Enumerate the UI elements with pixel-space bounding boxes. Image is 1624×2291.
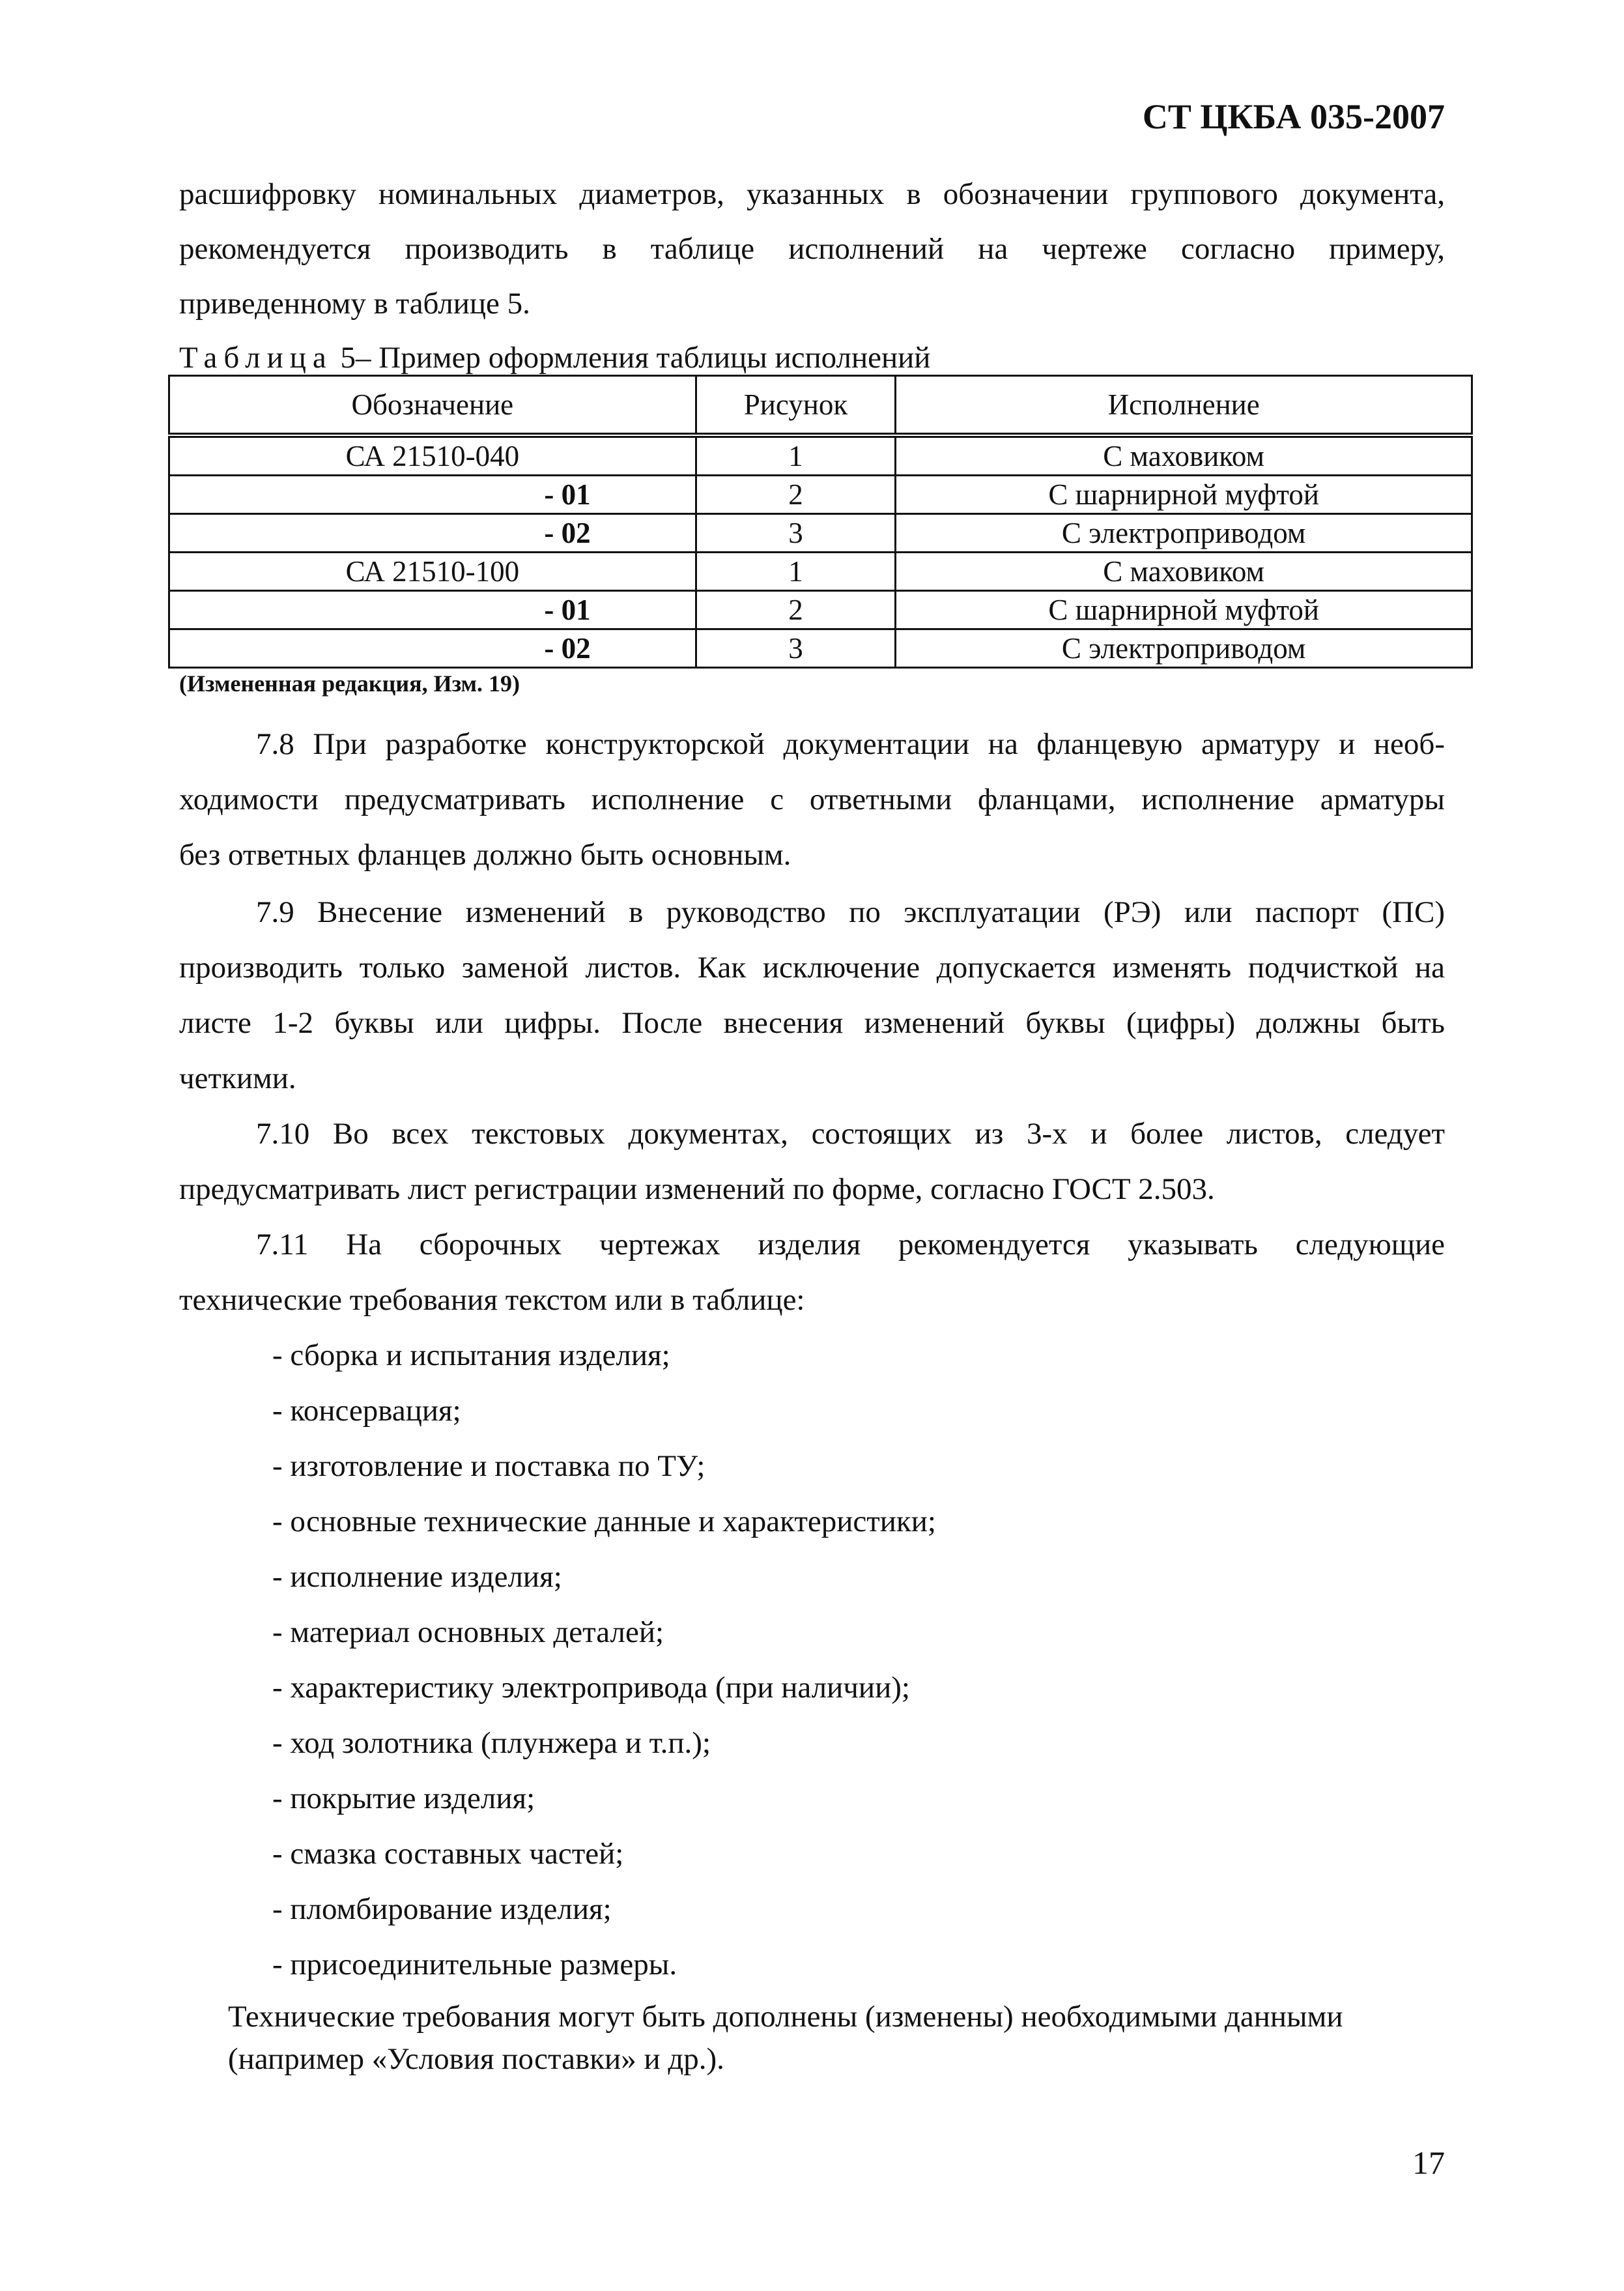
- cell-version: С маховиком: [896, 553, 1472, 591]
- cell-designation: - 01: [169, 476, 696, 514]
- p79-line-1: 7.9 Внесение изменений в руководство по эксплуатации (РЭ) или паспорт (ПС): [256, 895, 1445, 929]
- cell-figure: 2: [696, 476, 896, 514]
- column-header-version: Исполнение: [896, 376, 1472, 436]
- column-header-designation: Обозначение: [169, 376, 696, 436]
- page-number: 17: [1412, 2144, 1445, 2181]
- p711-line-1: 7.11 На сборочных чертежах изделия рекомендуется указывать следующие: [256, 1228, 1445, 1261]
- cell-designation: - 02: [169, 629, 696, 668]
- table-row: [169, 629, 1472, 668]
- list-item: - сборка и испытания изделия;: [272, 1338, 670, 1372]
- list-item: - характеристику электропривода (при наличии);: [272, 1671, 910, 1705]
- list-item: - основные технические данные и характеристики;: [272, 1505, 936, 1538]
- list-item: - консервация;: [272, 1394, 461, 1428]
- cell-designation: - 02: [169, 514, 696, 553]
- intro-line-2: рекомендуется производить в таблице исполнений на чертеже согласно примеру,: [179, 232, 1445, 266]
- list-item: - покрытие изделия;: [272, 1781, 535, 1815]
- list-item: - пломбирование изделия;: [272, 1892, 612, 1926]
- p711-line-2: технические требования текстом или в таблице:: [179, 1283, 805, 1317]
- p78-line-3: без ответных фланцев должно быть основным.: [179, 838, 791, 872]
- closing-line-1: Технические требования могут быть дополнены (изменены) необходимыми данными: [228, 2000, 1343, 2034]
- cell-figure: 3: [696, 514, 896, 553]
- table-caption-text: 5– Пример оформления таблицы исполнений: [332, 341, 931, 375]
- list-item: - присоединительные размеры.: [272, 1948, 677, 1981]
- table-caption-word: Таблица: [179, 341, 333, 375]
- p78-line-2: ходимости предусматривать исполнение с ответными фланцами, исполнение арматуры: [179, 783, 1445, 816]
- cell-designation: СА 21510-100: [169, 553, 696, 591]
- table-row: [169, 553, 1472, 591]
- cell-version: С шарнирной муфтой: [896, 476, 1472, 514]
- cell-designation: СА 21510-040: [169, 435, 696, 476]
- p79-line-2: производить только заменой листов. Как исключение допускается изменять подчисткой на: [179, 951, 1445, 985]
- table-caption: [179, 340, 930, 375]
- p78-line-1: 7.8 При разработке конструкторской документации на фланцевую арматуру и необ-: [256, 727, 1445, 761]
- table-row: [169, 476, 1472, 514]
- list-item: - материал основных деталей;: [272, 1615, 664, 1649]
- column-header-figure: Рисунок: [696, 376, 896, 436]
- cell-version: С электроприводом: [896, 629, 1472, 668]
- table-row: [169, 514, 1472, 553]
- closing-line-2: (например «Условия поставки» и др.).: [228, 2042, 724, 2076]
- list-item: - изготовление и поставка по ТУ;: [272, 1449, 705, 1483]
- cell-figure: 2: [696, 591, 896, 629]
- table-header-row: [169, 376, 1472, 436]
- list-item: - исполнение изделия;: [272, 1560, 562, 1594]
- p79-line-4: четкими.: [179, 1061, 296, 1095]
- p79-line-3: листе 1-2 буквы или цифры. После внесения изменений буквы (цифры) должны быть: [179, 1006, 1445, 1040]
- intro-line-1: расшифровку номинальных диаметров, указанных в обозначении группового документа,: [179, 177, 1445, 211]
- list-item: - смазка составных частей;: [272, 1837, 624, 1871]
- table-row: [169, 591, 1472, 629]
- cell-figure: 1: [696, 553, 896, 591]
- cell-version: С шарнирной муфтой: [896, 591, 1472, 629]
- cell-figure: 1: [696, 435, 896, 476]
- intro-line-3: приведенному в таблице 5.: [179, 287, 530, 321]
- cell-designation: - 01: [169, 591, 696, 629]
- cell-version: С маховиком: [896, 435, 1472, 476]
- document-code: СТ ЦКБА 035-2007: [1142, 97, 1445, 136]
- p710-line-1: 7.10 Во всех текстовых документах, состоящих из 3-х и более листов, следует: [256, 1117, 1445, 1151]
- cell-figure: 3: [696, 629, 896, 668]
- versions-table: [168, 375, 1473, 669]
- table-revision-note: (Измененная редакция, Изм. 19): [179, 670, 520, 697]
- table-row: [169, 435, 1472, 476]
- list-item: - ход золотника (плунжера и т.п.);: [272, 1726, 711, 1760]
- cell-version: С электроприводом: [896, 514, 1472, 553]
- p710-line-2: предусматривать лист регистрации изменений по форме, согласно ГОСТ 2.503.: [179, 1172, 1215, 1206]
